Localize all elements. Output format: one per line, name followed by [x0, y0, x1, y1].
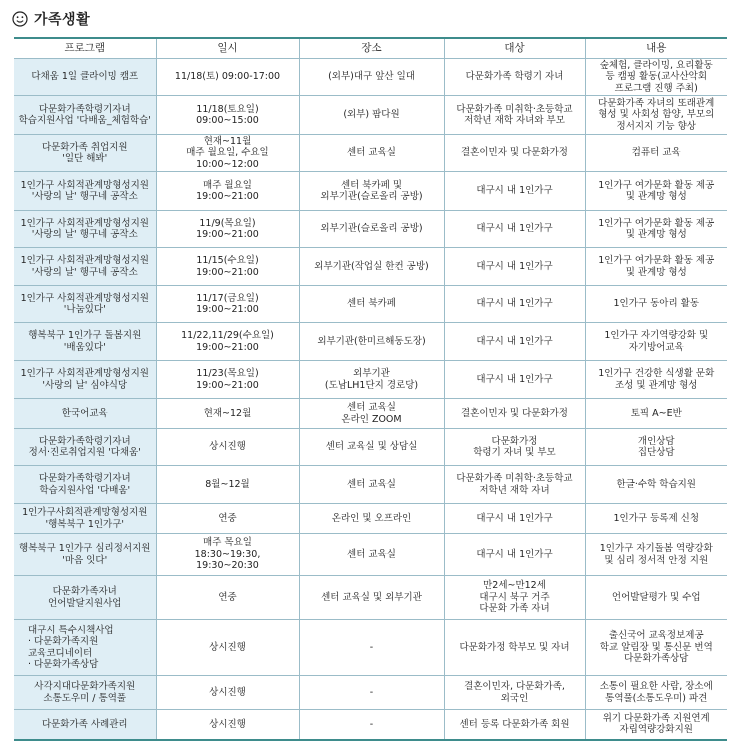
program-cell-line: '사랑의 날' 행구네 공작소	[31, 191, 138, 202]
datetime-cell	[156, 323, 299, 361]
place-cell-line: 온라인 ZOOM	[341, 413, 402, 425]
datetime-cell-line: 19:00~21:00	[196, 341, 259, 353]
place-cell	[299, 248, 444, 286]
program-cell-line: 다문화가족학령기자녀	[38, 435, 131, 447]
content-cell	[585, 59, 727, 96]
section-header	[12, 8, 90, 30]
program-cell	[14, 323, 156, 361]
program-cell-line: 언어발달지원사업	[48, 597, 122, 609]
target-cell	[444, 211, 585, 248]
table-row	[14, 135, 727, 172]
target-cell-line: 다문화가족 미취학·초등학교	[456, 473, 573, 484]
datetime-cell	[156, 361, 299, 399]
table-row	[14, 676, 727, 710]
content-cell-line: 자기방어교육	[628, 341, 684, 353]
place-cell-line: 온라인 및 오프라인	[331, 512, 412, 524]
content-cell	[585, 504, 727, 534]
place-cell	[299, 323, 444, 361]
content-cell	[585, 620, 727, 676]
datetime-cell	[156, 504, 299, 534]
datetime-cell-line: 11/17(금요일)	[196, 292, 259, 304]
place-cell	[299, 286, 444, 323]
datetime-cell-line: 상시진행	[209, 718, 246, 730]
program-cell-line: 1인가구 사회적관계망형성지원	[20, 292, 149, 304]
datetime-cell-line: 상시진행	[209, 441, 246, 453]
table-row	[14, 361, 727, 399]
datetime-cell-line: 연중	[218, 591, 237, 603]
target-cell-line: 대구시 내 1인가구	[476, 512, 553, 524]
datetime-cell-line: 19:30~20:30	[196, 560, 259, 572]
datetime-cell-line: 매주 월요일, 수요일	[186, 147, 269, 159]
place-cell-line: 외부기관(한미르해동도장)	[317, 335, 426, 347]
program-cell-line: 정서·진로취업지원 '다채움'	[28, 447, 141, 458]
program-cell	[14, 534, 156, 576]
target-cell	[444, 466, 585, 504]
datetime-cell-line: 11/22,11/29(수요일)	[181, 330, 274, 341]
content-cell-line: 조성 및 관계망 형성	[615, 379, 698, 391]
datetime-cell	[156, 576, 299, 620]
target-cell-line: 학령기 자녀 및 부모	[473, 447, 556, 458]
program-cell-line: '행복북구 1인가구'	[45, 518, 125, 530]
program-cell	[14, 135, 156, 172]
datetime-cell-line: 11/9(목요일)	[199, 217, 256, 229]
content-cell-line: 집단상담	[637, 447, 675, 458]
section-title: 가족생활	[34, 12, 91, 28]
place-cell-line: 외부기관(작업실 한컨 공방)	[314, 260, 429, 272]
content-cell	[585, 361, 727, 399]
target-cell	[444, 96, 585, 135]
datetime-cell-line: 11/15(수요일)	[196, 255, 259, 266]
content-cell	[585, 96, 727, 135]
content-cell-line: 정서지지 기능 향상	[616, 120, 696, 132]
place-cell	[299, 576, 444, 620]
table-row	[14, 504, 727, 534]
content-cell-line: 통역풀(소통도우미) 파견	[605, 692, 708, 704]
target-cell	[444, 429, 585, 466]
content-cell	[585, 248, 727, 286]
target-cell	[444, 361, 585, 399]
program-cell-line: 1인가구 사회적관계망형성지원	[20, 368, 149, 379]
target-cell-line: 센터 등록 다문화가족 회원	[459, 718, 570, 730]
place-cell-line: 센터 북카페	[347, 298, 396, 310]
content-cell-line: 1인가구 자기역량강화 및	[604, 330, 709, 341]
place-cell-line: -	[369, 718, 374, 730]
target-cell-line: 대구시 내 1인가구	[476, 548, 553, 560]
content-cell-line: 1인가구 여가문화 활동 제공	[598, 255, 715, 266]
datetime-cell	[156, 676, 299, 710]
program-cell-line: 대구시 특수시책사업	[28, 624, 114, 636]
datetime-cell-line: 09:00~15:00	[196, 115, 259, 126]
datetime-cell	[156, 534, 299, 576]
program-cell-line: '마음 잇다'	[62, 554, 108, 566]
program-cell-line: 학습지원사업 '다배움'	[39, 484, 131, 496]
target-cell-line: 결혼이민자 및 다문화가정	[461, 407, 568, 419]
target-cell	[444, 504, 585, 534]
content-cell	[585, 323, 727, 361]
datetime-cell	[156, 399, 299, 429]
content-cell-line: 1인가구 건강한 식생활 문화	[598, 368, 715, 379]
program-cell	[14, 59, 156, 96]
table-row	[14, 710, 727, 740]
place-cell	[299, 211, 444, 248]
content-cell	[585, 576, 727, 620]
target-cell-line: 다문화 가족 자녀	[479, 603, 550, 615]
target-cell	[444, 534, 585, 576]
target-cell-line: 대구시 내 1인가구	[476, 335, 553, 347]
program-cell	[14, 676, 156, 710]
target-cell	[444, 135, 585, 172]
target-cell	[444, 676, 585, 710]
program-cell-line: 다채움 1일 클라이밍 캠프	[31, 71, 139, 83]
datetime-cell	[156, 135, 299, 172]
program-cell	[14, 710, 156, 740]
place-cell-line: 센터 교육실 및 상담실	[325, 441, 418, 453]
place-cell	[299, 361, 444, 399]
program-cell-line: 다문화가족 취업지원	[41, 141, 128, 153]
program-cell-line: '사랑의 날' 심야식당	[42, 379, 128, 391]
target-cell-line: 대구시 내 1인가구	[476, 185, 553, 197]
header-content: 내용	[585, 38, 727, 59]
header-place: 장소	[299, 38, 444, 59]
content-cell-line: 숲체험, 클라이밍, 요리활동	[599, 59, 713, 71]
datetime-cell-line: 19:00~21:00	[196, 379, 259, 391]
table-row	[14, 172, 727, 211]
header-program: 프로그램	[14, 38, 156, 59]
datetime-cell	[156, 59, 299, 96]
datetime-cell	[156, 710, 299, 740]
datetime-cell-line: 연중	[218, 512, 237, 524]
table-row	[14, 466, 727, 504]
target-cell-line: 결혼이민자 및 다문화가정	[461, 147, 568, 159]
table-header-row	[14, 38, 727, 59]
content-cell-line: 1인가구 여가문화 활동 제공	[598, 217, 715, 229]
content-cell	[585, 534, 727, 576]
program-cell-line: 다문화가족 사례관리	[41, 718, 128, 730]
datetime-cell-line: 매주 월요일	[203, 179, 252, 191]
place-cell-line: (도남LH1단지 경로당)	[324, 379, 419, 391]
target-cell	[444, 576, 585, 620]
program-cell-line: · 다문화가족지원	[28, 636, 99, 647]
content-cell-line: 언어발달평가 및 수업	[611, 591, 701, 603]
table-row	[14, 323, 727, 361]
content-cell-line: 형성 및 사회성 함양, 부모의	[598, 109, 715, 121]
place-cell-line: 외부기관(슬로올리 공방)	[320, 223, 423, 235]
program-cell-line: 1인가구 사회적관계망형성지원	[20, 217, 149, 229]
table-row	[14, 286, 727, 323]
target-cell	[444, 248, 585, 286]
place-cell-line: 외부기관	[353, 368, 390, 379]
program-cell-line: 1인가구 사회적관계망형성지원	[20, 255, 149, 266]
target-cell	[444, 59, 585, 96]
place-cell-line: (외부)대구 앞산 일대	[328, 71, 415, 83]
content-cell	[585, 135, 727, 172]
target-cell	[444, 710, 585, 740]
table-row	[14, 211, 727, 248]
target-cell-line: 다문화가족 미취학·초등학교	[456, 103, 573, 115]
program-cell	[14, 286, 156, 323]
program-cell-line: 교육코디네이터	[28, 647, 93, 659]
datetime-cell-line: 상시진행	[209, 641, 246, 653]
program-cell-line: '사랑의 날' 행구네 공작소	[31, 266, 138, 278]
program-cell	[14, 361, 156, 399]
program-cell-line: 행복북구 1인가구 돌봄지원	[28, 330, 142, 341]
target-cell-line: 대구시 북구 거주	[479, 591, 550, 603]
target-cell	[444, 620, 585, 676]
target-cell-line: 만2세~만12세	[483, 580, 546, 592]
content-cell	[585, 172, 727, 211]
datetime-cell-line: 11/23(목요일)	[196, 368, 259, 379]
datetime-cell-line: 19:00~21:00	[196, 304, 259, 315]
program-cell	[14, 399, 156, 429]
place-cell	[299, 135, 444, 172]
program-cell-line: 학습지원사업 '다배움_체험학습'	[18, 115, 151, 126]
datetime-cell-line: 현재~12월	[203, 407, 252, 419]
place-cell-line: 센터 교육실	[347, 548, 396, 560]
content-cell-line: 개인상담	[637, 435, 675, 447]
place-cell-line: 센터 교육실 및 외부기관	[321, 591, 422, 603]
content-cell	[585, 429, 727, 466]
program-cell	[14, 504, 156, 534]
table-row	[14, 59, 727, 96]
target-cell	[444, 286, 585, 323]
target-cell	[444, 399, 585, 429]
program-cell-line: · 다문화가족상담	[28, 659, 99, 670]
table-row	[14, 429, 727, 466]
program-cell-line: '사랑의 날' 행구네 공작소	[31, 229, 138, 240]
table-row	[14, 620, 727, 676]
program-cell-line: 행복북구 1인가구 심리정서지원	[19, 543, 151, 554]
datetime-cell-line: 19:00~21:00	[196, 191, 259, 202]
datetime-cell	[156, 620, 299, 676]
place-cell-line: 센터 교육실	[347, 147, 396, 159]
place-cell-line: (외부) 팜다원	[343, 109, 400, 121]
content-cell-line: 1인가구 등록제 신청	[613, 512, 699, 524]
schedule-table	[14, 37, 727, 741]
content-cell-line: 소통이 필요한 사람, 장소에	[599, 681, 713, 692]
datetime-cell	[156, 286, 299, 323]
program-cell	[14, 96, 156, 135]
content-cell	[585, 286, 727, 323]
content-cell-line: 다문화가족상담	[624, 653, 689, 665]
program-cell-line: '배움있다'	[63, 341, 106, 353]
place-cell-line: 센터 교육실	[347, 402, 396, 413]
program-cell-line: 다문화가족자녀	[52, 586, 117, 597]
place-cell	[299, 466, 444, 504]
target-cell	[444, 172, 585, 211]
place-cell	[299, 534, 444, 576]
program-cell-line: 다문화가족학령기자녀	[38, 473, 131, 484]
content-cell-line: 다문화가족 자녀의 또래관계	[598, 97, 715, 109]
header-datetime: 일시	[156, 38, 299, 59]
target-cell-line: 다문화가족 학령기 자녀	[465, 71, 564, 83]
target-cell-line: 저학년 재학 자녀	[479, 484, 550, 496]
place-cell	[299, 399, 444, 429]
table-row	[14, 534, 727, 576]
place-cell-line: -	[369, 686, 374, 698]
target-cell-line: 다문화가정	[491, 435, 538, 447]
program-cell-line: 다문화가족학령기자녀	[38, 103, 131, 115]
program-cell-line: 한국어교육	[61, 407, 108, 419]
target-cell-line: 대구시 내 1인가구	[476, 223, 553, 235]
place-cell	[299, 504, 444, 534]
header-target: 대상	[444, 38, 585, 59]
datetime-cell	[156, 429, 299, 466]
program-cell	[14, 211, 156, 248]
content-cell	[585, 211, 727, 248]
datetime-cell	[156, 96, 299, 135]
datetime-cell-line: 19:00~21:00	[196, 266, 259, 278]
target-cell-line: 저학년 재학 자녀와 부모	[464, 115, 565, 126]
content-cell-line: 등 캠핑 활동(교사산악회	[605, 71, 708, 83]
content-cell-line: 한글·수학 학습지원	[616, 478, 696, 490]
program-cell	[14, 466, 156, 504]
target-cell	[444, 323, 585, 361]
datetime-cell	[156, 466, 299, 504]
content-cell-line: 위기 다문화가족 지원연계	[602, 712, 710, 724]
place-cell-line: 센터 북카페 및	[340, 179, 403, 191]
content-cell-line: 및 관계망 형성	[625, 266, 687, 278]
target-cell-line: 대구시 내 1인가구	[476, 298, 553, 310]
place-cell	[299, 59, 444, 96]
target-cell-line: 결혼이민자, 다문화가족,	[464, 681, 565, 692]
content-cell-line: 1인가구 동아리 활동	[613, 298, 699, 310]
content-cell-line: 토픽 A~E반	[630, 407, 682, 419]
content-cell-line: 및 관계망 형성	[625, 191, 687, 202]
table-row	[14, 96, 727, 135]
content-cell-line: 출신국어 교육정보제공	[608, 630, 704, 642]
program-cell-line: 소통도우미 / 통역풀	[43, 692, 127, 704]
datetime-cell-line: 18:30~19:30,	[194, 548, 261, 560]
program-cell-line: '일단 해봐'	[62, 153, 108, 164]
content-cell-line: 1인가구 여가문화 활동 제공	[598, 179, 715, 191]
smiley-icon	[12, 11, 28, 27]
place-cell	[299, 96, 444, 135]
target-cell-line: 대구시 내 1인가구	[476, 260, 553, 272]
datetime-cell-line: 19:00~21:00	[196, 229, 259, 240]
table-row	[14, 248, 727, 286]
table-row	[14, 399, 727, 429]
datetime-cell	[156, 211, 299, 248]
content-cell	[585, 399, 727, 429]
datetime-cell-line: 11/18(토) 09:00-17:00	[174, 71, 281, 83]
place-cell-line: 외부기관(슬로올리 공방)	[320, 191, 423, 202]
datetime-cell	[156, 248, 299, 286]
content-cell-line: 및 심리 정서적 안정 지원	[604, 554, 709, 566]
content-cell-line: 프로그램 진행 주최)	[614, 82, 698, 94]
datetime-cell-line: 8월~12월	[205, 478, 250, 490]
target-cell-line: 외국인	[500, 692, 529, 704]
content-cell-line: 1인가구 자기돌봄 역량강화	[599, 543, 713, 554]
program-cell-line: 1인가구 사회적관계망형성지원	[20, 179, 149, 191]
program-cell-line: 사각지대다문화가족지원	[34, 681, 136, 692]
table-row	[14, 576, 727, 620]
content-cell-line: 학교 알림장 및 통신문 번역	[599, 641, 713, 653]
content-cell-line: 컴퓨터 교육	[631, 147, 681, 159]
place-cell	[299, 429, 444, 466]
target-cell-line: 대구시 내 1인가구	[476, 373, 553, 385]
datetime-cell-line: 현재~11월	[203, 135, 252, 147]
program-cell-line: 1인가구사회적관계망형성지원	[22, 507, 148, 518]
content-cell	[585, 466, 727, 504]
place-cell	[299, 676, 444, 710]
program-cell	[14, 248, 156, 286]
content-cell-line: 자립역량강화지원	[619, 724, 693, 736]
datetime-cell-line: 10:00~12:00	[196, 158, 259, 170]
target-cell-line: 다문화가정 학부모 및 자녀	[459, 641, 570, 653]
content-cell	[585, 676, 727, 710]
program-cell	[14, 429, 156, 466]
datetime-cell-line: 매주 목요일	[203, 537, 252, 549]
program-cell	[14, 576, 156, 620]
program-cell-line: '나눔있다'	[63, 304, 106, 315]
schedule-body	[14, 59, 727, 740]
datetime-cell-line: 상시진행	[209, 686, 246, 698]
datetime-cell	[156, 172, 299, 211]
datetime-cell-line: 11/18(토요일)	[196, 103, 259, 115]
place-cell-line: 센터 교육실	[347, 478, 396, 490]
place-cell	[299, 710, 444, 740]
content-cell-line: 및 관계망 형성	[625, 229, 687, 240]
place-cell	[299, 620, 444, 676]
place-cell-line: -	[369, 641, 374, 653]
place-cell	[299, 172, 444, 211]
content-cell	[585, 710, 727, 740]
program-cell	[14, 620, 156, 676]
program-cell	[14, 172, 156, 211]
